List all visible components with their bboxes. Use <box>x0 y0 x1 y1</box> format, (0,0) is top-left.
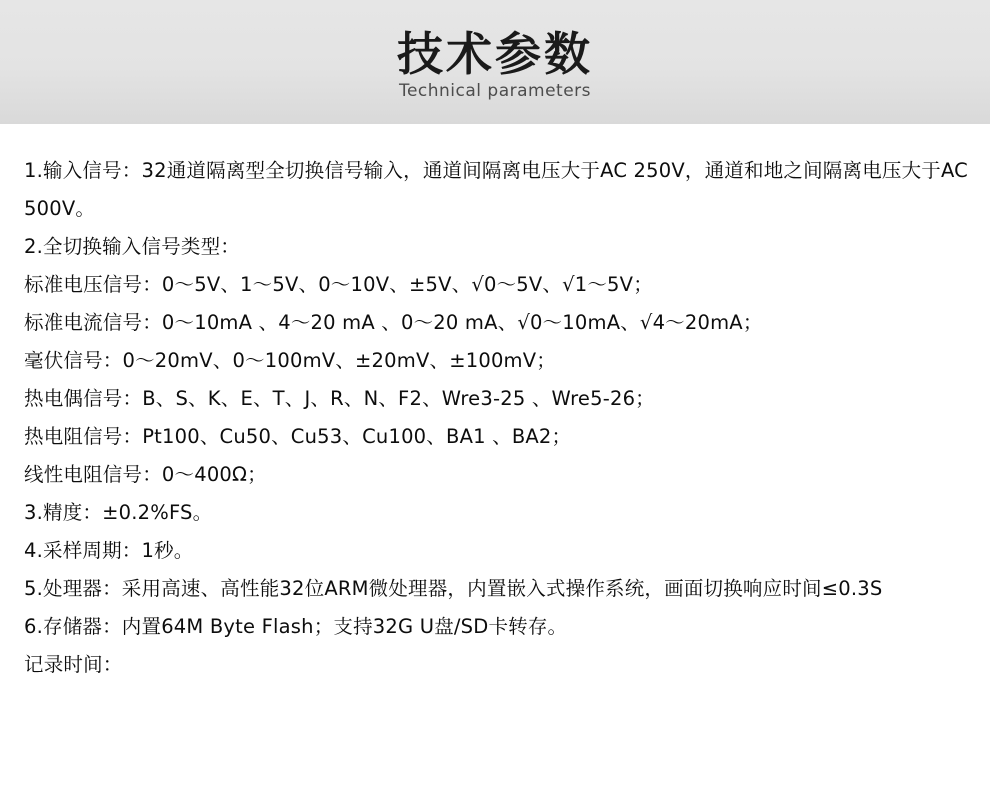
spec-line: 1.输入信号：32通道隔离型全切换信号输入，通道间隔离电压大于AC 250V，通道和地之间隔离电压大于AC 500V。 <box>24 159 975 220</box>
spec-line: 2.全切换输入信号类型： <box>24 235 241 258</box>
spec-body <box>0 124 990 809</box>
spec-line: 3.精度：±0.2%FS。 <box>24 501 213 524</box>
spec-line: 标准电压信号：0～5V、1～5V、0～10V、±5V、√0～5V、√1～5V； <box>24 273 653 296</box>
spec-line: 毫伏信号：0～20mV、0～100mV、±20mV、±100mV； <box>24 349 556 372</box>
page-header <box>0 0 990 124</box>
page-subtitle: Technical parameters <box>398 81 592 102</box>
spec-line: 热电阻信号：Pt100、Cu50、Cu53、Cu100、BA1 、BA2； <box>24 425 572 448</box>
spec-line: 记录时间： <box>24 653 123 676</box>
page-title: 技术参数 <box>397 26 593 81</box>
spec-line: 5.处理器：采用高速、高性能32位ARM微处理器，内置嵌入式操作系统，画面切换响应时间≤0.3S <box>24 577 883 600</box>
spec-line: 6.存储器：内置64M Byte Flash；支持32G U盘/SD卡转存。 <box>24 615 568 638</box>
spec-line: 线性电阻信号：0～400Ω； <box>24 463 267 486</box>
spec-line: 热电偶信号：B、S、K、E、T、J、R、N、F2、Wre3-25 、Wre5-26； <box>24 387 655 410</box>
spec-line: 标准电流信号：0～10mA 、4～20 mA 、0～20 mA、√0～10mA、√4～20mA； <box>24 311 763 334</box>
spec-line: 4.采样周期：1秒。 <box>24 539 194 562</box>
